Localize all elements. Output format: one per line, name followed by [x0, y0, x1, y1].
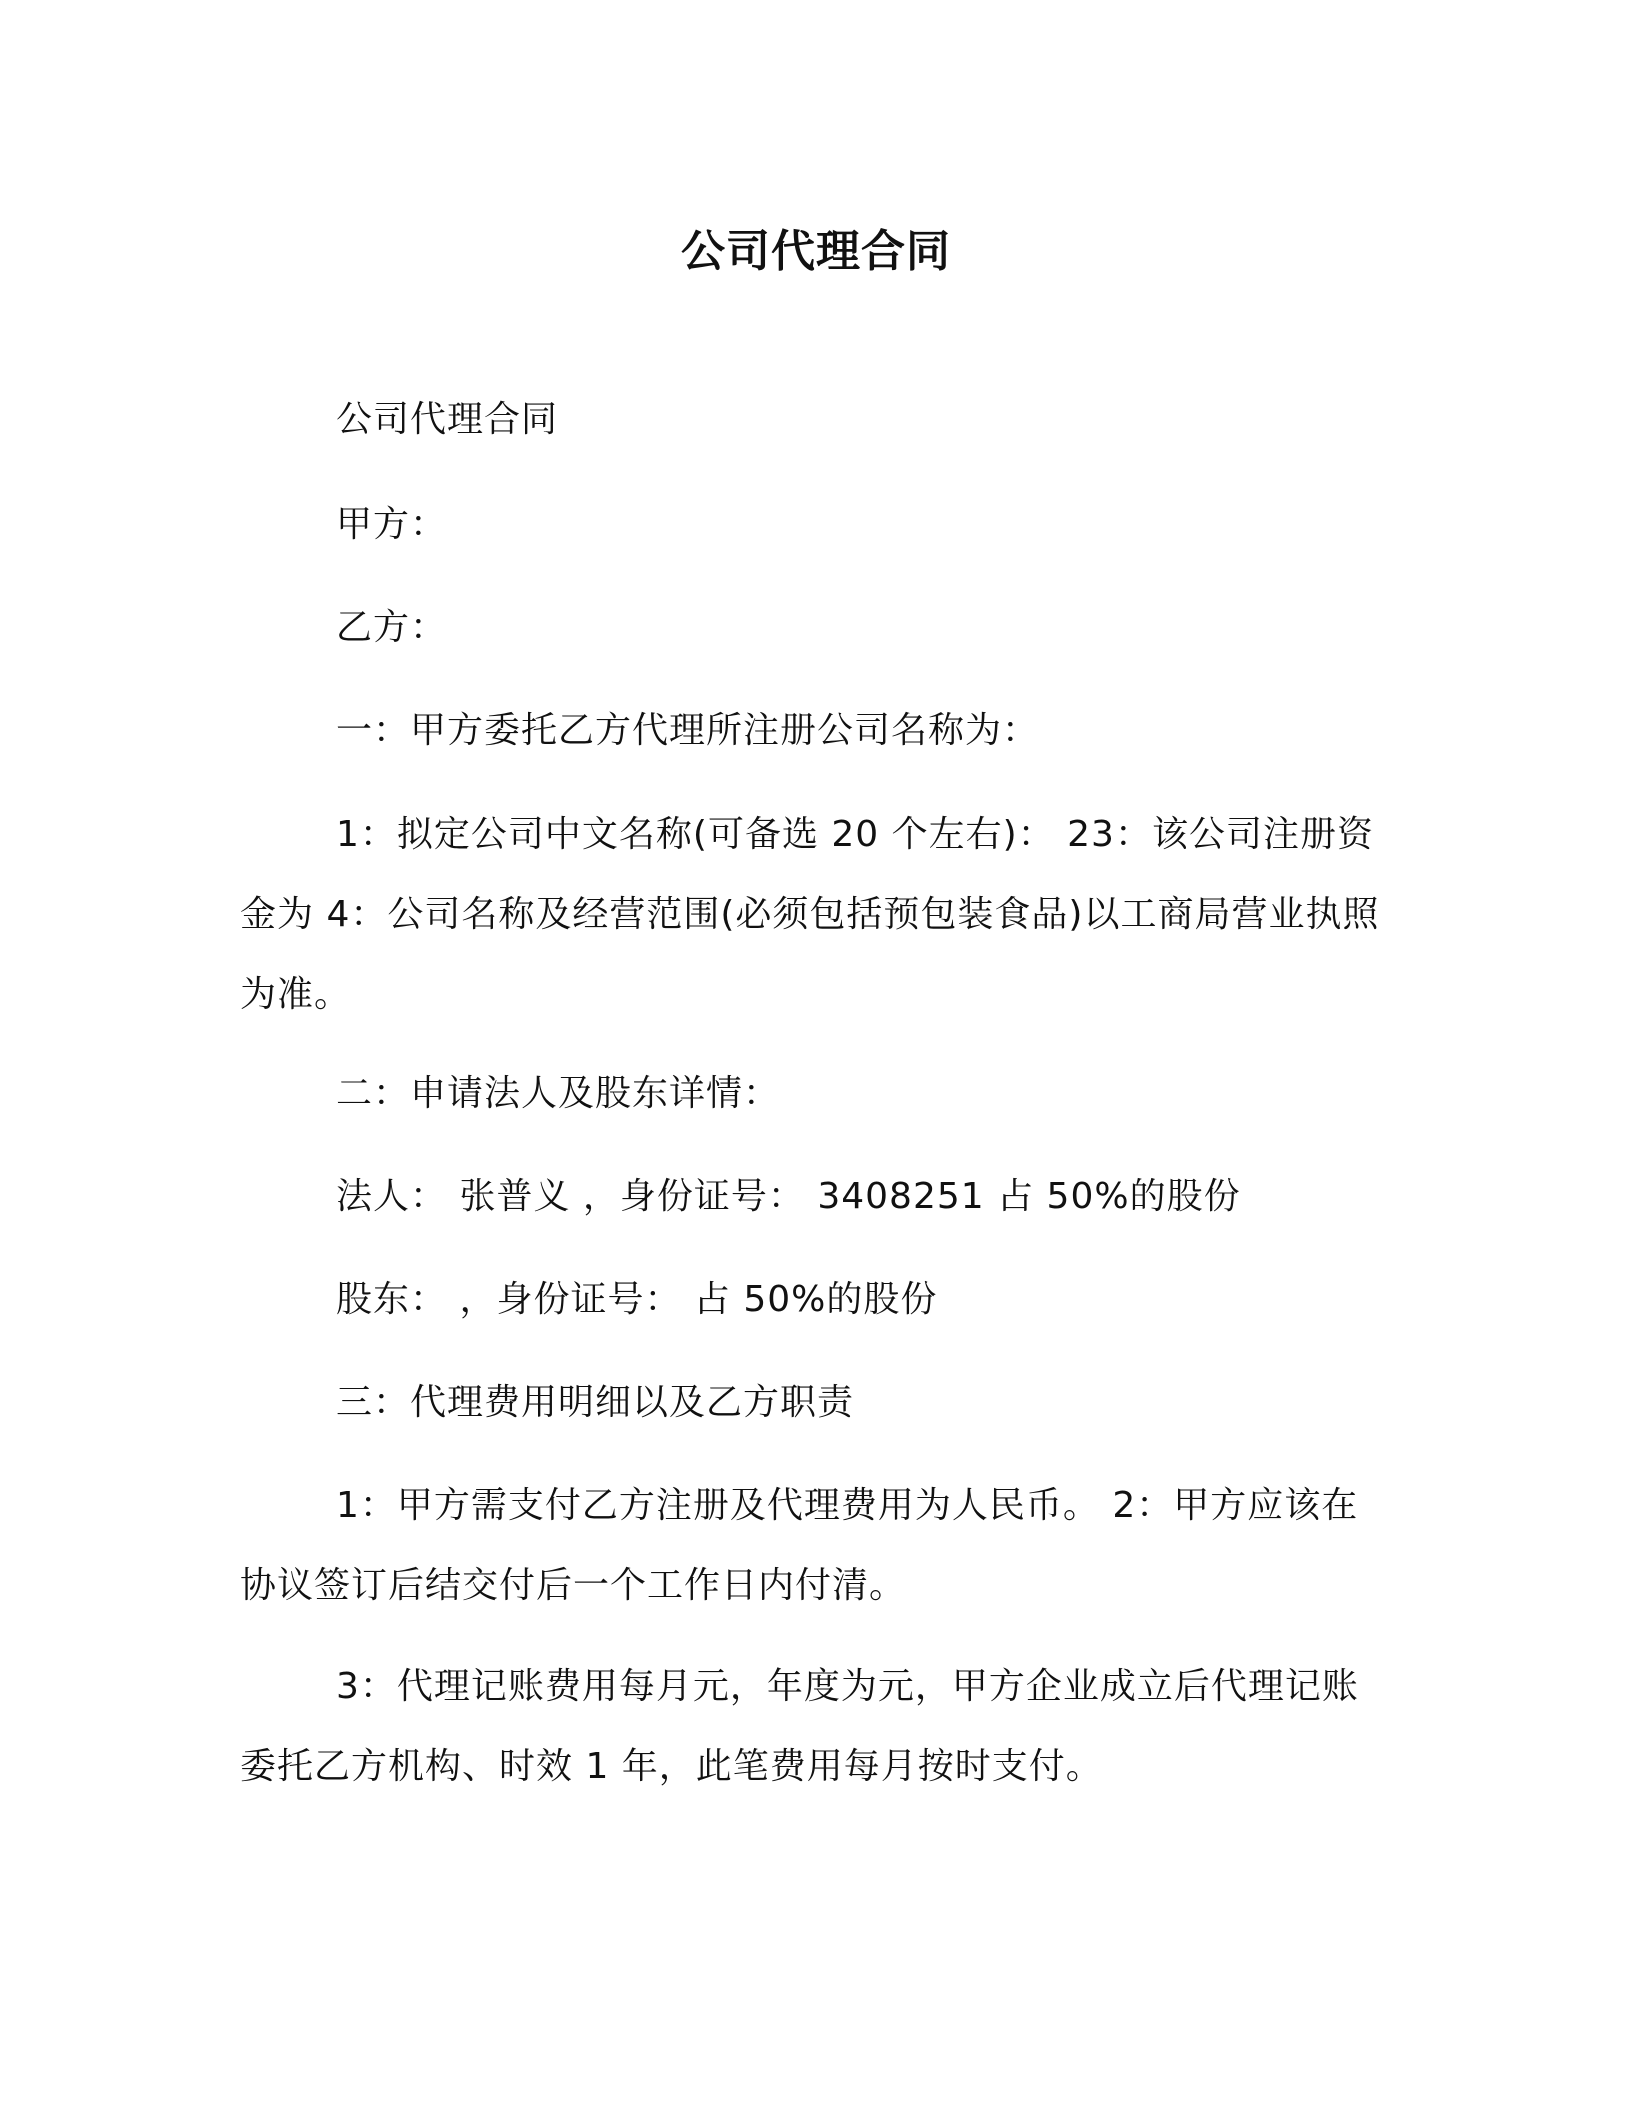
paragraph-section-3: 三：代理费用明细以及乙方职责	[336, 1382, 855, 1423]
paragraph-section-2: 二：申请法人及股东详情：	[336, 1073, 781, 1114]
paragraph-shareholder: 股东： ，身份证号： 占 50%的股份	[336, 1279, 938, 1320]
document-title: 公司代理合同	[681, 226, 951, 277]
paragraph-legal-person: 法人： 张普义 ，身份证号： 3408251 占 50%的股份	[336, 1176, 1241, 1217]
paragraph-bookkeeping: 3：代理记账费用每月元，年度为元，甲方企业成立后代理记账委托乙方机构、时效 1 年，此笔费用每月按时支付。	[240, 1666, 1359, 1787]
paragraph-section-1: 一：甲方委托乙方代理所注册公司名称为：	[336, 710, 1040, 751]
paragraph-company-name: 1：拟定公司中文名称(可备选 20 个左右)： 23：该公司注册资金为 4：公司名称及经营范围(必须包括预包装食品)以工商局营业执照为准。	[240, 814, 1380, 1015]
paragraph-heading: 公司代理合同	[336, 399, 559, 440]
paragraph-fee-payment: 1：甲方需支付乙方注册及代理费用为人民币。 2：甲方应该在协议签订后结交付后一个工作日内付清。	[240, 1485, 1359, 1606]
paragraph-party-a: 甲方：	[336, 504, 448, 545]
paragraph-party-b: 乙方：	[336, 607, 448, 648]
